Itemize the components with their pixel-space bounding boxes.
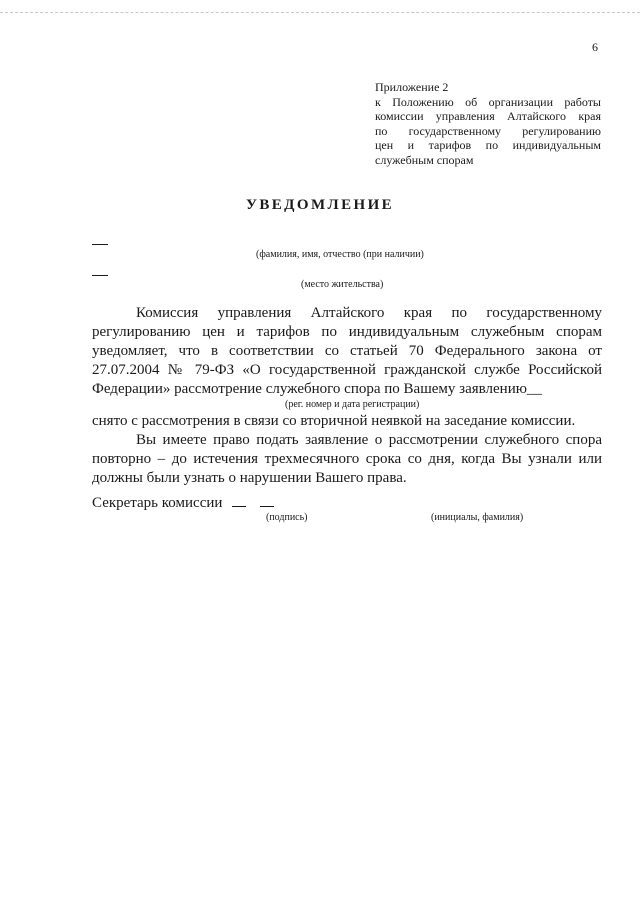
annex-line: служебным спорам: [375, 152, 474, 167]
signature-label: Секретарь комиссии: [92, 495, 223, 511]
paragraph-line: снято с рассмотрения в связи со вторичной неявкой на заседание комиссии.: [92, 413, 576, 429]
paragraph-line: Вы имеете право подать заявление о рассмотрении служебного спора: [136, 432, 602, 448]
paragraph-line: Федерации» рассмотрение служебного спора по Вашему заявлению__: [92, 381, 542, 397]
signature-hint: (подпись): [266, 512, 308, 523]
full-name-blank: [92, 244, 108, 245]
annex-line: комиссии управления Алтайского края: [375, 109, 601, 124]
reg-number-hint: (рег. номер и дата регистрации): [285, 399, 420, 410]
document-title: УВЕДОМЛЕНИЕ: [245, 197, 395, 213]
paragraph-line: повторно – до истечения трехмесячного срока со дня, когда Вы узнали или: [92, 451, 602, 467]
annex-line: к Положению об организации работы: [375, 94, 601, 109]
paragraph-1: [92, 304, 602, 399]
paragraph-line: должны были узнать о нарушении Вашего права.: [92, 470, 407, 486]
annex-title: Приложение 2: [375, 80, 449, 94]
residence-blank: [92, 275, 108, 276]
paragraph-1-end: [92, 412, 602, 431]
initials-hint: (инициалы, фамилия): [431, 512, 524, 523]
residence-hint: (место жительства): [301, 279, 384, 290]
paragraph-line: 27.07.2004 № 79-ФЗ «О государственной гражданской службе Российской: [92, 362, 602, 378]
paragraph-line: Комиссия управления Алтайского края по государственному: [136, 305, 602, 321]
annex-block: [375, 80, 601, 168]
paragraph-2: [92, 431, 602, 488]
paragraph-line: регулированию цен и тарифов по индивидуальным служебным спорам: [92, 324, 602, 340]
annex-line: по государственному регулированию: [375, 123, 601, 138]
paragraph-line: уведомляет, что в соответствии со статьей 70 Федерального закона от: [92, 343, 602, 359]
full-name-hint: (фамилия, имя, отчество (при наличии): [256, 249, 424, 260]
signature-blank: [232, 494, 246, 507]
scan-edge-line: [0, 12, 640, 13]
page-number: 6: [592, 40, 598, 54]
signature-line: [92, 494, 274, 512]
initials-blank: [260, 494, 274, 507]
annex-line: цен и тарифов по индивидуальным: [375, 138, 601, 153]
